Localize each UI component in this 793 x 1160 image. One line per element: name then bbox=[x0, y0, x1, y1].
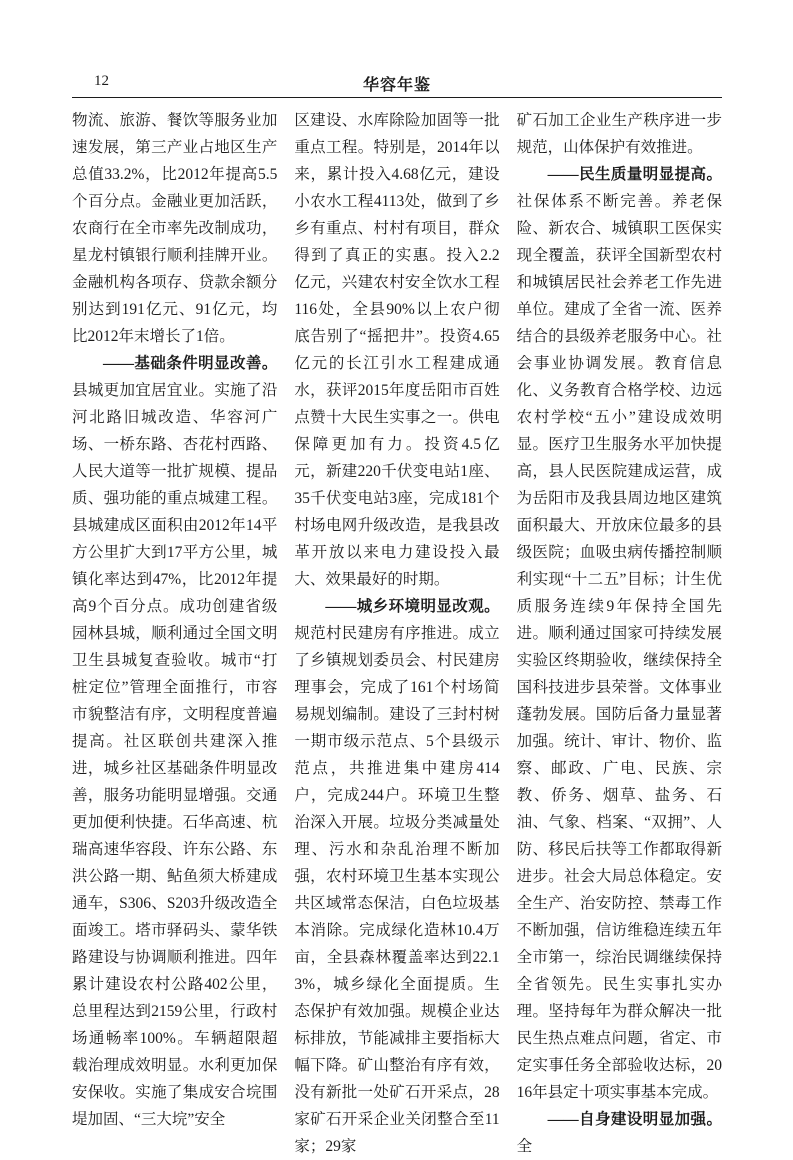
paragraph-continuation bbox=[294, 107, 499, 593]
paragraph-text: 全 bbox=[516, 1138, 533, 1155]
paragraph-section bbox=[517, 161, 722, 1106]
section-lead: ——基础条件明显改善。 bbox=[103, 355, 278, 372]
paragraph-text: 物流、旅游、餐饮等服务业加速发展，第三产业占地区生产总值33.2%，比2012年提高5.5个百分点。金融业更加活跃，农商行在全市率先改制成功，星龙村镇银行顺利挂牌开业。金融机构各项存、贷款余额分别达到191亿元、91亿元，均比2012年末增长了1倍。 bbox=[72, 112, 278, 345]
paragraph-section bbox=[294, 593, 499, 1160]
paragraph-section bbox=[517, 1106, 722, 1160]
page-header bbox=[72, 72, 722, 94]
paragraph-text: 区建设、水库除险加固等一批重点工程。特别是，2014年以来，累计投入4.68亿元，建设小农水工程4113处，做到了乡乡有重点、村村有项目，群众得到了真正的实惠。投入2.2亿元，兴建农村安全饮水工程116处，全县90%以上农户彻底告别了“摇把井”。投资4.65亿元的长江引水工程建成通水，获评2015年度岳阳市百姓点赞十大民生实事之一。供电保障更加有力。投资4.5亿元，新建220千伏变电站1座、35千伏变电站3座，完成181个村场电网升级改造，是我县改革开放以来电力建设投入最大、效果最好的时期。 bbox=[294, 112, 500, 588]
paragraph-section bbox=[72, 350, 277, 1133]
section-lead: ——城乡环境明显改观。 bbox=[325, 598, 500, 615]
column-2 bbox=[294, 107, 499, 1160]
column-1 bbox=[72, 107, 277, 1160]
paragraph-text: 规范村民建房有序推进。成立了乡镇规划委员会、村民建房理事会，完成了161个村场简易规划编制。建设了三封村树一期市级示范点、5个县级示范点，共推进集中建房414户，完成244户。环境卫生整治深入开展。垃圾分类减量处理、污水和杂乱治理不断加强，农村环境卫生基本实现公共区域常态保洁，白色垃圾基本消除。完成绿化造林10.4万亩，全县森林覆盖率达到22.13%，城乡绿化全面提质。生态保护有效加强。规模企业达标排放，节能减排主要指标大幅下降。矿山整治有序有效，没有新批一处矿石开采点，28家矿石开采企业关闭整合至11家；29家 bbox=[294, 625, 500, 1155]
paragraph-text: 社保体系不断完善。养老保险、新农合、城镇职工医保实现全覆盖，获评全国新型农村和城镇居民社会养老工作先进单位。建成了全省一流、医养结合的县级养老服务中心。社会事业协调发展。教育信息化、义务教育合格学校、边远农村学校“五小”建设成效明显。医疗卫生服务水平加快提高，县人民医院建成运营，成为岳阳市及我县周边地区建筑面积最大、开放床位最多的县级医院；血吸虫病传播控制顺利实现“十二五”目标；计生优质服务连续9年保持全国先进。顺利通过国家可持续发展实验区终期验收，继续保持全国科技进步县荣誉。文体事业蓬勃发展。国防后备力量显著加强。统计、审计、物价、监察、邮政、广电、民族、宗教、侨务、烟草、盐务、石油、气象、档案、“双拥”、人防、移民后扶等工作都取得新进步。社会大局总体稳定。安全生产、治安防控、禁毒工作不断加强，信访维稳连续五年全市第一，综治民调继续保持全省领先。民生实事扎实办理。坚持每年为群众解决一批民生热点难点问题，省定、市定实事任务全部验收达标，2016年县定十项实事基本完成。 bbox=[516, 193, 722, 1101]
header-rule bbox=[72, 97, 722, 98]
paragraph-continuation bbox=[72, 107, 277, 350]
section-lead: ——民生质量明显提高。 bbox=[547, 166, 722, 183]
journal-title: 华容年鉴 bbox=[362, 77, 431, 94]
section-lead: ——自身建设明显加强。 bbox=[547, 1111, 722, 1128]
page-number: 12 bbox=[94, 73, 109, 89]
paragraph-text: 县城更加宜居宜业。实施了沿河北路旧城改造、华容河广场、一桥东路、杏花村西路、人民大道等一批扩规模、提品质、强功能的重点城建工程。县城建成区面积由2012年14平方公里扩大到17平方公里，城镇化率达到47%，比2012年提高9个百分点。成功创建省级园林县城，顺利通过全国文明卫生县城复查验收。城市“打桩定位”管理全面推行，市容市貌整洁有序，文明程度普遍提高。社区联创共建深入推进，城乡社区基础条件明显改善，服务功能明显增强。交通更加便利快捷。石华高速、杭瑞高速华容段、许东公路、东洪公路一期、鲇鱼须大桥建成通车，S306、S203升级改造全面竣工。塔市驿码头、蒙华铁路建设与协调顺利推进。四年累计建设农村公路402公里，总里程达到2159公里，行政村场通畅率100%。车辆超限超载治理成效明显。水利更加保安保收。实施了集成安合垸围堤加固、“三大垸”安全 bbox=[72, 382, 278, 1128]
column-3 bbox=[517, 107, 722, 1160]
paragraph-continuation bbox=[517, 107, 722, 161]
paragraph-text: 矿石加工企业生产秩序进一步规范，山体保护有效推进。 bbox=[516, 112, 722, 156]
text-columns bbox=[72, 107, 722, 1160]
